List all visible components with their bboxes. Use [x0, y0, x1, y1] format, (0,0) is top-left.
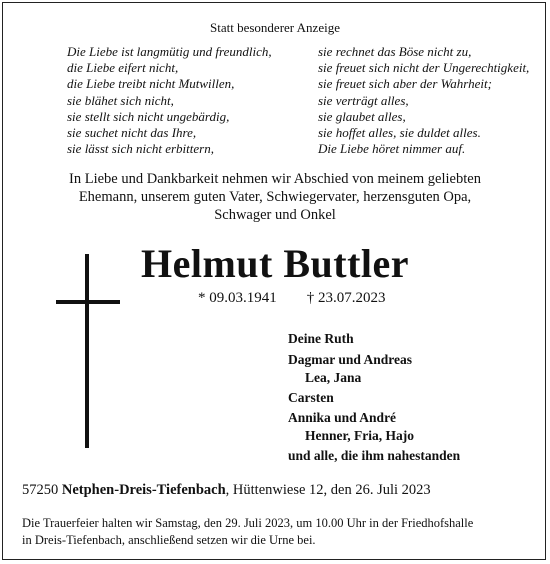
verse-right: [318, 44, 529, 157]
birth-date: * 09.03.1941: [198, 290, 277, 306]
death-date: † 23.07.2023: [306, 290, 386, 306]
verse-line: sie freuet sich nicht der Ungerechtigkeit,: [318, 60, 530, 76]
family-member: Annika und André: [288, 410, 397, 425]
verse-line: sie glaubet alles,: [318, 108, 406, 124]
address-place: Netphen-Dreis-Tiefenbach: [61, 482, 226, 498]
intro-text: [0, 170, 550, 224]
verse-line: sie hoffet alles, sie duldet alles.: [318, 125, 481, 141]
verse-line: Die Liebe höret nimmer auf.: [318, 141, 466, 157]
verse-line: sie freuet sich aber der Wahrheit;: [318, 76, 492, 92]
family-member: Carsten: [288, 390, 334, 405]
verse-line: sie verträgt alles,: [318, 92, 409, 108]
family-member: Henner, Fria, Hajo: [305, 428, 414, 443]
verse-line: sie blähet sich nicht,: [67, 92, 174, 108]
intro-line: Schwager und Onkel: [214, 207, 336, 223]
notice-header: Statt besonderer Anzeige: [210, 20, 340, 35]
verse-line: die Liebe eifert nicht,: [67, 60, 179, 76]
funeral-info: [22, 515, 473, 549]
funeral-info-line: in Dreis-Tiefenbach, anschließend setzen wir die Urne bei.: [22, 533, 316, 547]
address-line: [22, 482, 431, 499]
verse-line: die Liebe treibt nicht Mutwillen,: [67, 76, 235, 92]
address-rest: , Hüttenwiese 12, den 26. Juli 2023: [225, 482, 431, 498]
verse-line: sie rechnet das Böse nicht zu,: [318, 44, 472, 59]
address-zip: 57250: [22, 482, 59, 498]
verse-left: [67, 44, 272, 157]
verse-line: sie stellt sich nicht ungebärdig,: [67, 108, 230, 124]
life-dates: [198, 290, 386, 307]
funeral-info-line: Die Trauerfeier halten wir Samstag, den 29. Juli 2023, um 10.00 Uhr in der Friedhofshalle: [22, 516, 474, 530]
verse-line: sie lässt sich nicht erbittern,: [67, 141, 214, 157]
cross-icon: [56, 254, 120, 448]
family-member: Dagmar und Andreas: [288, 352, 413, 367]
verse-line: sie suchet nicht das Ihre,: [67, 125, 197, 141]
deceased-name: Helmut Buttler: [140, 241, 410, 286]
family-member: Lea, Jana: [305, 370, 362, 385]
family-member: und alle, die ihm nahestanden: [288, 448, 461, 463]
intro-line: Ehemann, unserem guten Vater, Schwiegervater, herzensguten Opa,: [78, 189, 472, 205]
verse-line: Die Liebe ist langmütig und freundlich,: [67, 44, 272, 59]
intro-line: In Liebe und Dankbarkeit nehmen wir Abschied von meinem geliebten: [69, 171, 481, 187]
family-member: Deine Ruth: [288, 331, 354, 346]
